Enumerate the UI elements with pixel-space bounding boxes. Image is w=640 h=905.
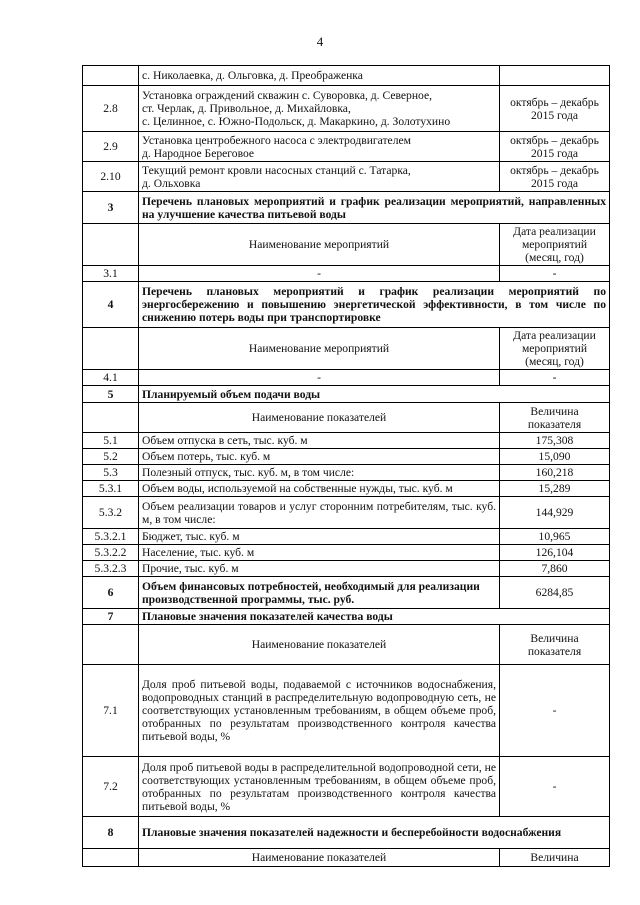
row-value: 175,308	[500, 433, 610, 449]
row-text	[139, 86, 500, 132]
table-row	[83, 481, 610, 497]
row-value: -	[500, 757, 610, 817]
row-text-line: Текущий ремонт кровли насосных станций с. Татарка,	[142, 163, 411, 177]
column-header: Наименование мероприятий	[139, 224, 500, 266]
row-value: октябрь – декабрь 2015 года	[500, 162, 610, 192]
row-number: 5.3.2.3	[83, 561, 139, 577]
section-row	[83, 192, 610, 224]
row-value: -	[500, 665, 610, 757]
row-text: Объем потерь, тыс. куб. м	[139, 449, 500, 465]
row-text: с. Николаевка, д. Ольговка, д. Преображенка	[139, 66, 500, 86]
header-row	[83, 328, 610, 370]
table-row	[83, 561, 610, 577]
section-title: Плановые значения показателей качества воды	[139, 609, 610, 625]
section-title: Объем финансовых потребностей, необходимый для реализации производственной программы, тыс. руб.	[139, 577, 500, 609]
table-row	[83, 465, 610, 481]
row-text-line: д. Народное Береговое	[142, 146, 255, 160]
row-number: 2.9	[83, 132, 139, 162]
row-value: 6284,85	[500, 577, 610, 609]
table-row	[83, 370, 610, 386]
table-row	[83, 66, 610, 86]
row-text-line: ст. Черлак, д. Привольное, д. Михайловка,	[142, 102, 351, 115]
row-text: Бюджет, тыс. куб. м	[139, 529, 500, 545]
row-value: 15,090	[500, 449, 610, 465]
row-value: 126,104	[500, 545, 610, 561]
program-table	[82, 65, 610, 867]
section-title: Перечень плановых мероприятий и график реализации мероприятий, направленных на улучшение качества питьевой воды	[139, 192, 610, 224]
row-value: 15,289	[500, 481, 610, 497]
section-row	[83, 577, 610, 609]
row-value: 7,860	[500, 561, 610, 577]
row-number: 4.1	[83, 370, 139, 386]
section-row	[83, 609, 610, 625]
section-row	[83, 386, 610, 403]
row-text: -	[139, 266, 500, 282]
row-number: 5.3.2.2	[83, 545, 139, 561]
table-row	[83, 497, 610, 529]
row-number	[83, 403, 139, 433]
table-row	[83, 86, 610, 132]
row-number: 5.3	[83, 465, 139, 481]
column-header: Наименование показателей	[139, 403, 500, 433]
section-number: 3	[83, 192, 139, 224]
row-number: 7.2	[83, 757, 139, 817]
row-text: Объем воды, используемой на собственные нужды, тыс. куб. м	[139, 481, 500, 497]
row-text: Полезный отпуск, тыс. куб. м, в том числе:	[139, 465, 500, 481]
column-header: Наименование мероприятий	[139, 328, 500, 370]
row-number	[83, 224, 139, 266]
row-value: -	[500, 370, 610, 386]
header-row	[83, 625, 610, 665]
row-number	[83, 328, 139, 370]
row-number: 2.10	[83, 162, 139, 192]
section-row	[83, 282, 610, 328]
row-value	[500, 66, 610, 86]
header-row	[83, 849, 610, 867]
section-title: Планируемый объем подачи воды	[139, 386, 610, 403]
row-value: -	[500, 266, 610, 282]
row-text: Доля проб питьевой воды в распределительной водопроводной сети, не соответствующих установленным требованиям, в общем объеме проб, отобранных по результатам производственного контроля качества питьевой воды, %	[139, 757, 500, 817]
table-row	[83, 132, 610, 162]
column-header: Наименование показателей	[139, 625, 500, 665]
table-row	[83, 529, 610, 545]
row-text-line: Установка центробежного насоса с электродвигателем	[142, 133, 411, 147]
table-row	[83, 757, 610, 817]
row-number: 5.3.1	[83, 481, 139, 497]
row-number: 5.3.2	[83, 497, 139, 529]
page-number: 4	[316, 34, 324, 49]
row-text: Объем реализации товаров и услуг сторонним потребителям, тыс. куб. м, в том числе:	[139, 497, 500, 529]
row-number	[83, 849, 139, 867]
row-value: 144,929	[500, 497, 610, 529]
column-header: Величина показателя	[500, 403, 610, 433]
table-row	[83, 266, 610, 282]
section-row	[83, 817, 610, 849]
section-title: Плановые значения показателей надежности и бесперебойности водоснабжения	[139, 817, 610, 849]
column-header: Дата реализации мероприятий (месяц, год)	[500, 224, 610, 266]
row-text-line: д. Ольховка	[142, 176, 201, 190]
row-text: Доля проб питьевой воды, подаваемой с источников водоснабжения, водопроводных станций в распределительную водопроводную сеть, не соответствующих установленным требованиям, в общем объеме проб, отобранных по результатам производственного контроля качества питьевой воды, %	[139, 665, 500, 757]
row-number: 2.8	[83, 86, 139, 132]
column-header: Величина	[500, 849, 610, 867]
table-row	[83, 433, 610, 449]
row-text: -	[139, 370, 500, 386]
section-title: Перечень плановых мероприятий и график реализации мероприятий по энергосбережению и повышению энергетической эффективности, в том числе по снижению потерь воды при транспортировке	[139, 282, 610, 328]
row-value: октябрь – декабрь 2015 года	[500, 86, 610, 132]
header-row	[83, 224, 610, 266]
section-number: 8	[83, 817, 139, 849]
section-number: 5	[83, 386, 139, 403]
row-text-line: с. Целинное, с. Южно-Подольск, д. Макаркино, д. Золотухино	[142, 115, 451, 128]
row-number	[83, 625, 139, 665]
row-text: Прочие, тыс. куб. м	[139, 561, 500, 577]
row-number: 3.1	[83, 266, 139, 282]
row-text-line: Установка ограждений скважин с. Суворовка, д. Северное,	[142, 89, 433, 102]
row-value: 10,965	[500, 529, 610, 545]
row-number: 5.2	[83, 449, 139, 465]
row-number	[83, 66, 139, 86]
table-row	[83, 545, 610, 561]
section-number: 4	[83, 282, 139, 328]
column-header: Наименование показателей	[139, 849, 500, 867]
row-value: 160,218	[500, 465, 610, 481]
section-number: 7	[83, 609, 139, 625]
table-row	[83, 665, 610, 757]
row-number: 7.1	[83, 665, 139, 757]
section-number: 6	[83, 577, 139, 609]
column-header: Величина показателя	[500, 625, 610, 665]
row-text	[139, 132, 500, 162]
row-text	[139, 162, 500, 192]
row-number: 5.3.2.1	[83, 529, 139, 545]
row-number: 5.1	[83, 433, 139, 449]
table-row	[83, 162, 610, 192]
row-text: Население, тыс. куб. м	[139, 545, 500, 561]
row-value: октябрь – декабрь 2015 года	[500, 132, 610, 162]
row-text: Объем отпуска в сеть, тыс. куб. м	[139, 433, 500, 449]
header-row	[83, 403, 610, 433]
column-header: Дата реализации мероприятий (месяц, год)	[500, 328, 610, 370]
table-row	[83, 449, 610, 465]
